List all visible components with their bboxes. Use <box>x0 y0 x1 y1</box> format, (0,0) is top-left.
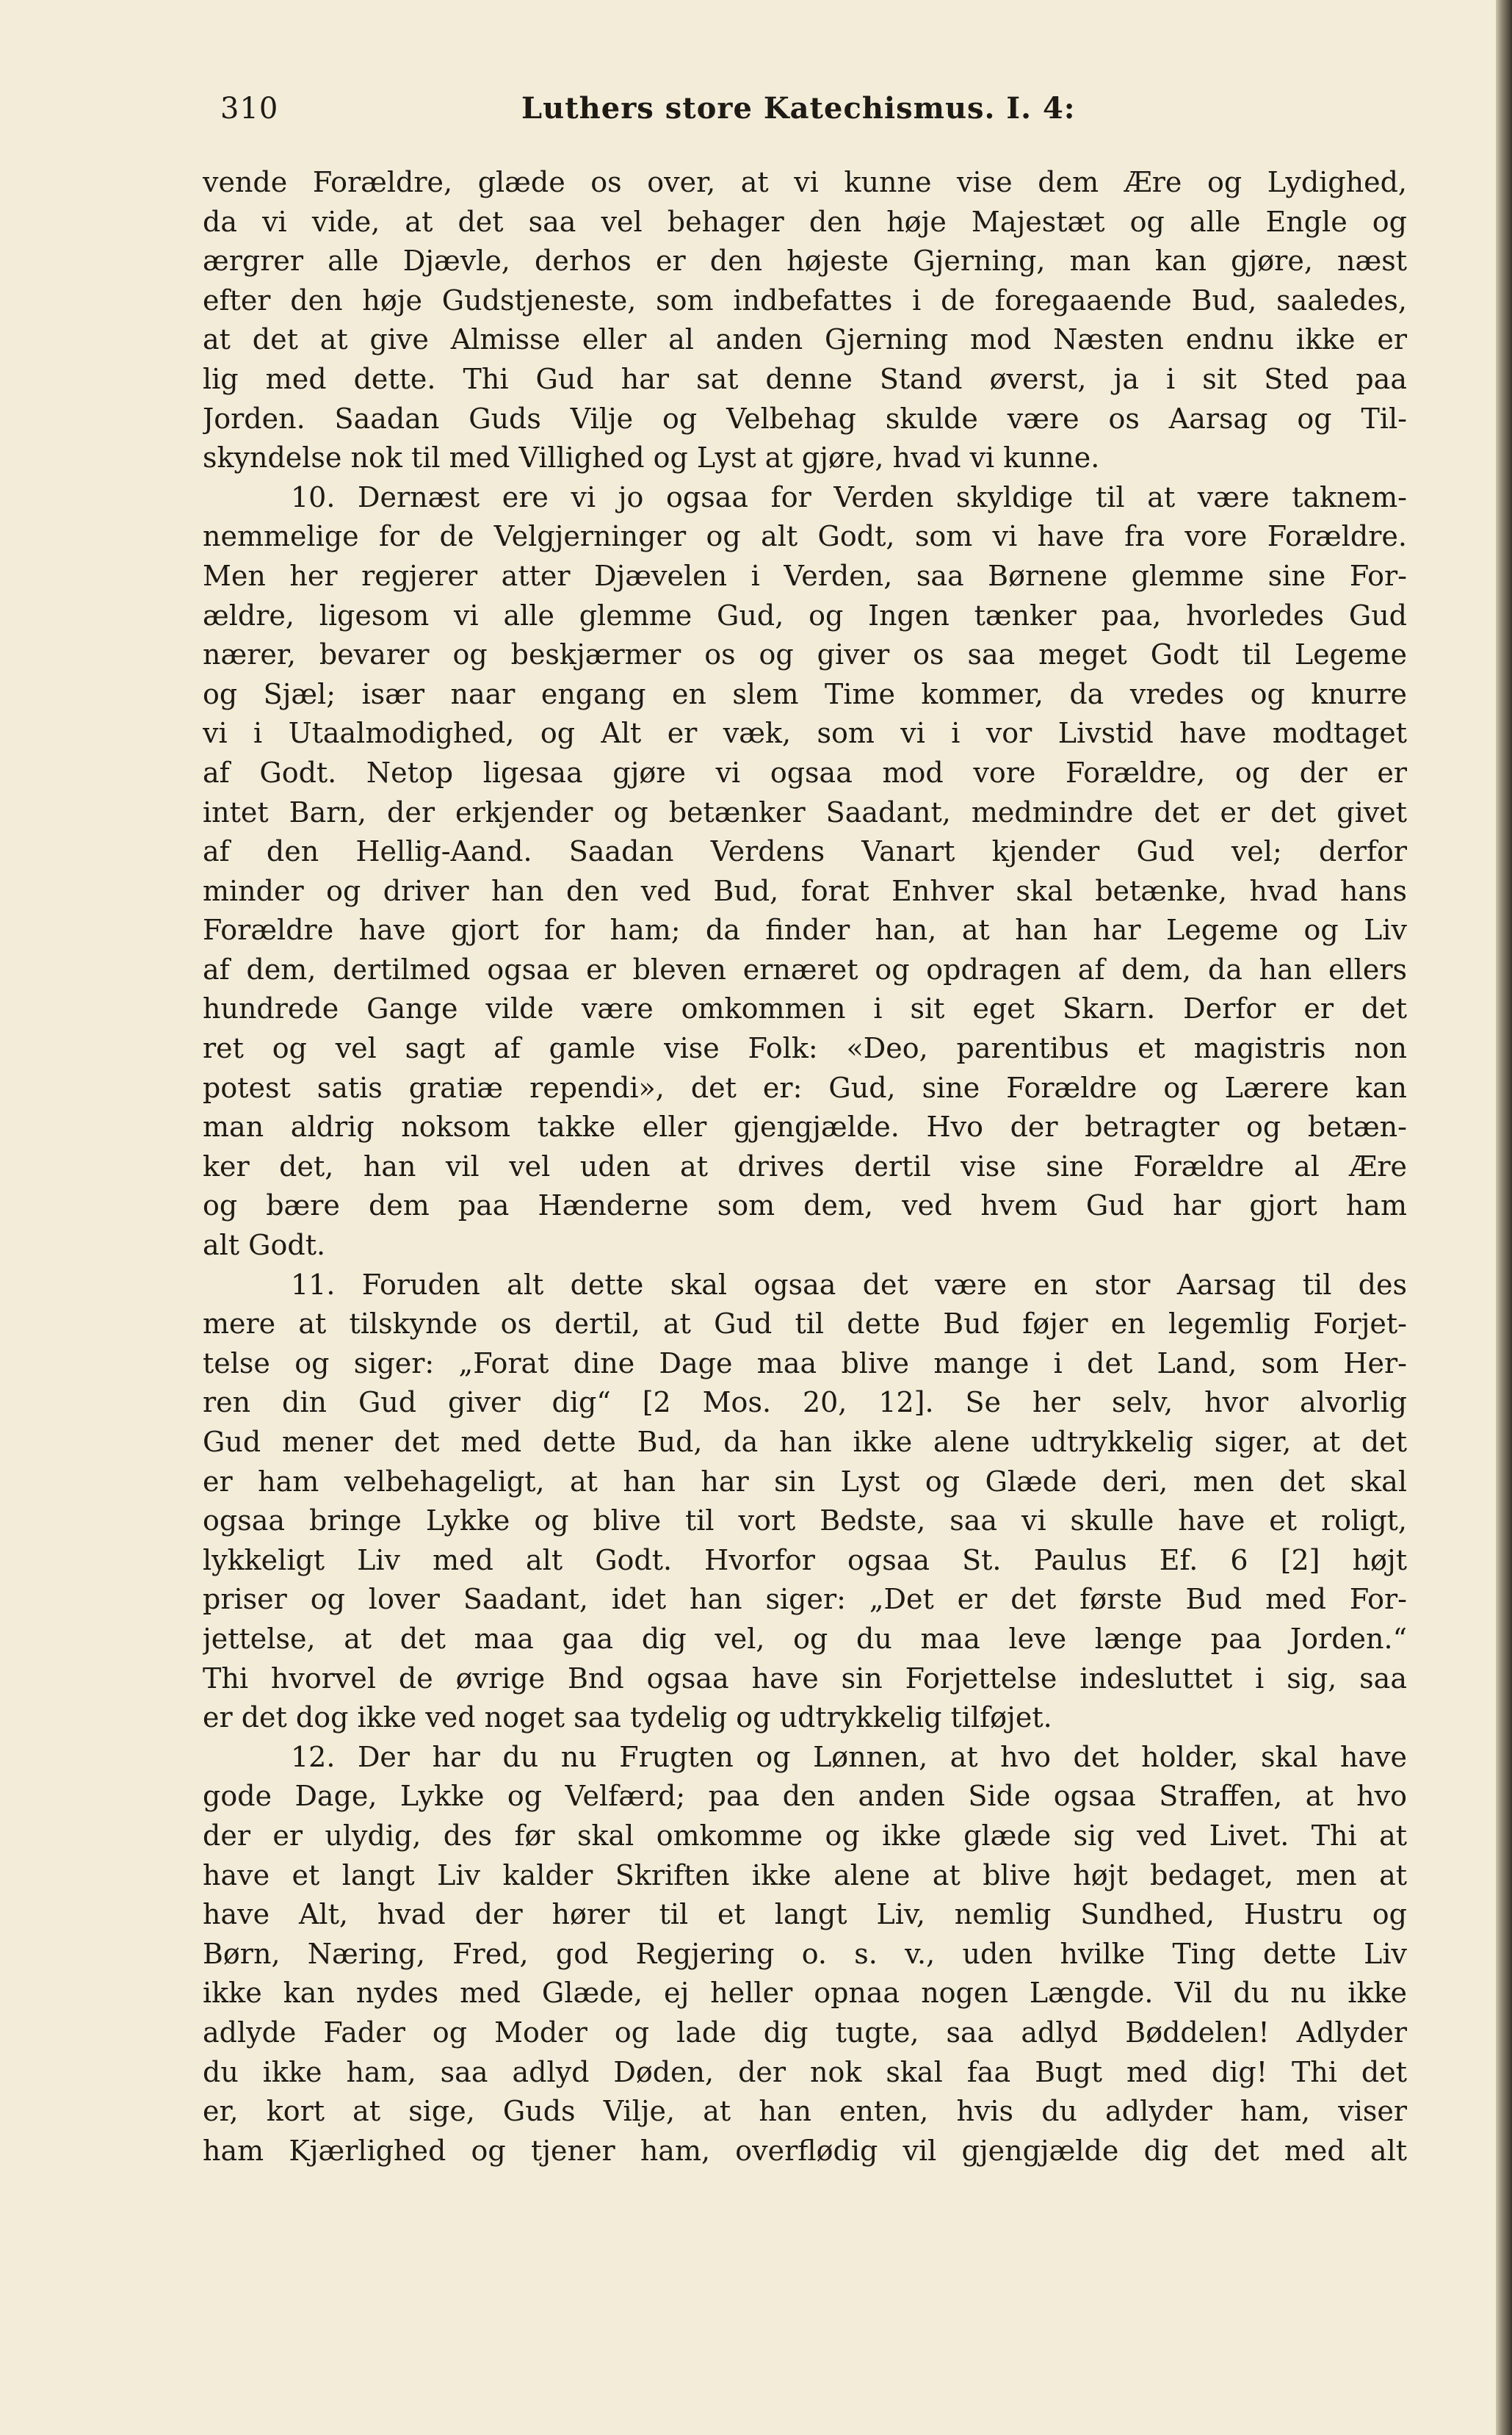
text-line: Men her regjerer atter Djævelen i Verden, saa Børnene glemme sine For- <box>203 559 1407 592</box>
text-line: lykkeligt Liv med alt Godt. Hvorfor ogsaa St. Paulus Ef. 6 [2] højt <box>203 1543 1407 1576</box>
scan-edge <box>1496 0 1512 2435</box>
text-line: jettelse, at det maa gaa dig vel, og du maa leve længe paa Jorden.“ <box>203 1622 1407 1655</box>
text-line: 10. Dernæst ere vi jo ogsaa for Verden skyldige til at være taknem- <box>291 480 1407 513</box>
text-line: ren din Gud giver dig“ [2 Mos. 20, 12]. Se her selv, hvor alvorlig <box>203 1386 1407 1419</box>
text-line: ret og vel sagt af gamle vise Folk: «Deo, parentibus et magistris non <box>203 1032 1407 1065</box>
page-header <box>220 87 1336 131</box>
text-line: er, kort at sige, Guds Vilje, at han enten, hvis du adlyder ham, viser <box>203 2095 1407 2128</box>
text-line: priser og lover Saadant, idet han siger: „Det er det første Bud med For- <box>203 1583 1407 1616</box>
text-line: da vi vide, at det saa vel behager den høje Majestæt og alle Engle og <box>203 205 1407 238</box>
text-line: af den Hellig-Aand. Saadan Verdens Vanart kjender Gud vel; derfor <box>203 835 1407 868</box>
text-line: hundrede Gange vilde være omkommen i sit eget Skarn. Derfor er det <box>203 992 1407 1025</box>
text-line: alt Godt. <box>203 1229 326 1262</box>
text-line: ikke kan nydes med Glæde, ej heller opnaa nogen Længde. Vil du nu ikke <box>203 1977 1407 2010</box>
text-line: og bære dem paa Hænderne som dem, ved hvem Gud har gjort ham <box>203 1189 1407 1222</box>
text-line: ældre, ligesom vi alle glemme Gud, og Ingen tænker paa, hvorledes Gud <box>203 599 1407 632</box>
text-line: 11. Foruden alt dette skal ogsaa det være en stor Aarsag til des <box>291 1268 1407 1301</box>
text-line: er ham velbehageligt, at han har sin Lyst og Glæde deri, men det skal <box>203 1465 1407 1498</box>
text-line: er det dog ikke ved noget saa tydelig og udtrykkelig tilføjet. <box>203 1701 1052 1734</box>
text-line: vi i Utaalmodighed, og Alt er væk, som vi i vor Livstid have modtaget <box>203 717 1407 750</box>
text-line: ærgrer alle Djævle, derhos er den højeste Gjerning, man kan gjøre, næst <box>203 245 1407 278</box>
text-line: af Godt. Netop ligesaa gjøre vi ogsaa mod vore Forældre, og der er <box>203 756 1407 789</box>
text-line: man aldrig noksom takke eller gjengjælde. Hvo der betragter og betæn- <box>203 1111 1407 1144</box>
text-line: efter den høje Gudstjeneste, som indbefattes i de foregaaende Bud, saaledes, <box>203 284 1407 317</box>
text-line: vende Forældre, glæde os over, at vi kunne vise dem Ære og Lydighed, <box>203 166 1407 198</box>
text-line: minder og driver han den ved Bud, forat Enhver skal betænke, hvad hans <box>203 874 1407 907</box>
text-line: gode Dage, Lykke og Velfærd; paa den anden Side ogsaa Straffen, at hvo <box>203 1780 1407 1813</box>
text-line: du ikke ham, saa adlyd Døden, der nok skal faa Bugt med dig! Thi det <box>203 2055 1407 2088</box>
text-line: der er ulydig, des før skal omkomme og ikke glæde sig ved Livet. Thi at <box>203 1819 1407 1852</box>
text-line: Børn, Næring, Fred, god Regjering o. s. v., uden hvilke Ting dette Liv <box>203 1937 1407 1970</box>
body-text <box>203 163 1407 2171</box>
text-line: ogsaa bringe Lykke og blive til vort Bedste, saa vi skulle have et roligt, <box>203 1504 1407 1537</box>
text-line: telse og siger: „Forat dine Dage maa blive mange i det Land, som Her- <box>203 1346 1407 1379</box>
text-line: ker det, han vil vel uden at drives dertil vise sine Forældre al Ære <box>203 1150 1407 1183</box>
text-line: nærer, bevarer og beskjærmer os og giver os saa meget Godt til Legeme <box>203 638 1407 671</box>
text-line: skyndelse nok til med Villighed og Lyst at gjøre, hvad vi kunne. <box>203 441 1100 475</box>
text-line: af dem, dertilmed ogsaa er bleven ernæret og opdragen af dem, da han ellers <box>203 953 1407 986</box>
text-line: og Sjæl; især naar engang en slem Time kommer, da vredes og knurre <box>203 677 1407 710</box>
text-line: intet Barn, der erkjender og betænker Saadant, medmindre det er det givet <box>203 796 1407 829</box>
text-line: nemmelige for de Velgjerninger og alt Godt, som vi have fra vore Forældre. <box>203 520 1407 553</box>
text-line: ham Kjærlighed og tjener ham, overflødig vil gjengjælde dig det med alt <box>203 2134 1407 2167</box>
text-line: potest satis gratiæ rependi», det er: Gud, sine Forældre og Lærere kan <box>203 1071 1407 1104</box>
text-line: at det at give Almisse eller al anden Gjerning mod Næsten endnu ikke er <box>203 323 1407 356</box>
text-line: Jorden. Saadan Guds Vilje og Velbehag skulde være os Aarsag og Til- <box>203 402 1407 435</box>
text-line: adlyde Fader og Moder og lade dig tugte, saa adlyd Bøddelen! Adlyder <box>203 2016 1407 2049</box>
running-title: Luthers store Katechismus. I. 4: <box>521 91 1076 126</box>
text-line: lig med dette. Thi Gud har sat denne Stand øverst, ja i sit Sted paa <box>203 362 1407 395</box>
text-line: mere at tilskynde os dertil, at Gud til dette Bud føjer en legemlig Forjet- <box>203 1307 1407 1341</box>
text-line: have Alt, hvad der hører til et langt Liv, nemlig Sundhed, Hustru og <box>203 1898 1407 1931</box>
text-line: 12. Der har du nu Frugten og Lønnen, at hvo det holder, skal have <box>291 1740 1407 1773</box>
page-number: 310 <box>220 92 279 126</box>
text-line: Thi hvorvel de øvrige Bnd ogsaa have sin Forjettelse indesluttet i sig, saa <box>203 1662 1407 1695</box>
text-line: have et langt Liv kalder Skriften ikke alene at blive højt bedaget, men at <box>203 1858 1407 1891</box>
text-line: Forældre have gjort for ham; da finder han, at han har Legeme og Liv <box>203 914 1407 947</box>
text-line: Gud mener det med dette Bud, da han ikke alene udtrykkelig siger, at det <box>203 1426 1407 1458</box>
